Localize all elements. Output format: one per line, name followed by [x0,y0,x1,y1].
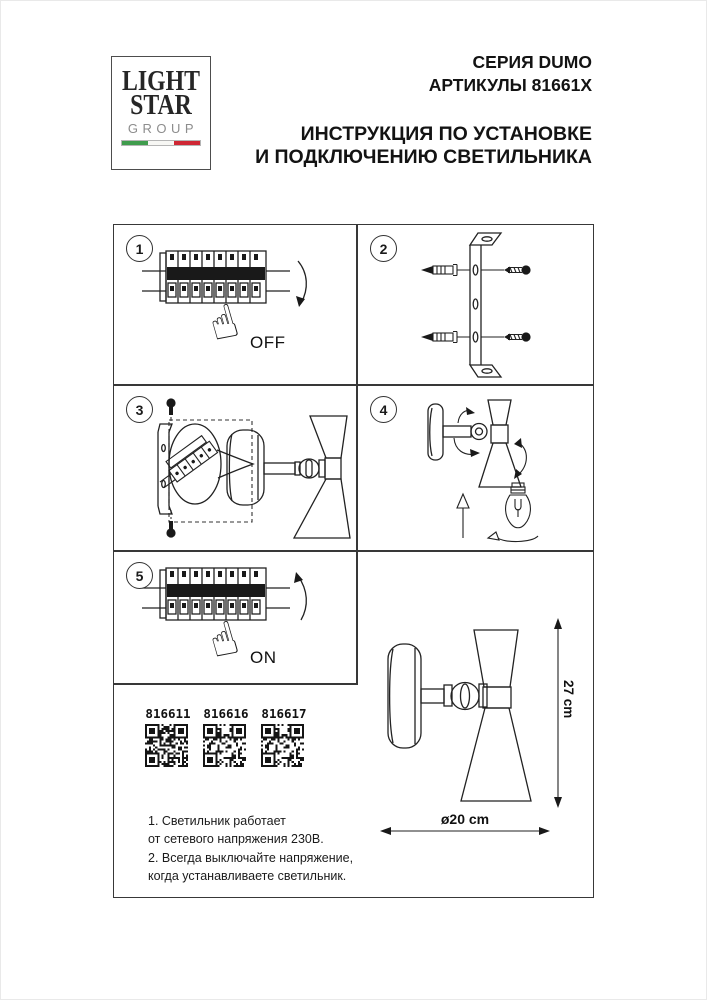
fixture-arm-icon [264,459,325,478]
step-number-badge: 5 [126,562,153,589]
logo-line-light: LIGHT [122,65,200,97]
step-number-badge: 4 [370,396,397,423]
series-block [429,51,592,98]
diameter-dimension-label: ø20 cm [440,811,490,827]
footer-area [114,685,356,899]
power-off-label: OFF [250,333,286,352]
height-dimension-label: 27 cm [561,680,576,719]
safety-notes [148,812,353,885]
installation-grid [113,224,594,898]
flag-red [174,141,200,145]
page-title [255,123,592,170]
logo-line-group: GROUP [127,120,199,136]
step-panel-2 [358,225,595,384]
articles-title: АРТИКУЛЫ 81661X [428,75,592,96]
dimension-drawing [358,552,595,899]
light-bulb-icon [506,483,531,528]
arm-and-knob-icon [421,683,487,710]
step-number-badge: 3 [126,396,153,423]
article-number: 816617 [261,706,307,721]
step-panel-1 [114,225,356,384]
logo-wordmark [121,65,201,122]
step-panel-3 [114,386,356,550]
insert-arrow-icon [457,494,469,538]
terminal-block-zoom-balloon [152,424,253,504]
qr-code [203,724,246,767]
step-number-badge: 2 [370,235,397,262]
qr-code [261,724,304,767]
step-number-badge: 1 [126,235,153,262]
pointing-hand-icon: ☝ [202,609,245,670]
logo-line-star: STAR [130,89,192,122]
diameter-dimension-line [380,827,550,835]
note-line: 2. Всегда выключайте напряжение, [148,850,354,865]
wall-bracket-side-icon [158,424,172,514]
title-line-1: ИНСТРУКЦИЯ ПО УСТАНОВКЕ [300,123,592,145]
qr-code [145,724,188,767]
screw-in-arrow-icon [488,532,538,542]
turn-off-arrow-icon [298,261,306,303]
turn-on-arrow-icon [298,576,306,620]
fixture-dimensions-illustration [358,552,595,899]
series-title: СЕРИЯ DUMO [472,52,592,72]
step-panel-5 [114,552,356,683]
fixture-base-icon [227,430,264,505]
power-on-label: ON [250,648,277,667]
flag-white [148,141,174,145]
lamp-shade-icon [461,630,531,801]
wall-anchor-icon [421,265,470,343]
flag-green [122,141,148,145]
wall-plate-icon [388,644,421,748]
note-line: от сетевого напряжения 230В. [148,832,324,847]
article-number: 816611 [145,706,191,721]
pointing-hand-icon: ☝ [202,292,245,353]
note-line: 1. Светильник работает [148,814,286,828]
title-line-2: И ПОДКЛЮЧЕНИЮ СВЕТИЛЬНИКА [255,146,592,169]
rotate-arrow-icon [454,407,526,479]
step-panel-4 [358,386,595,550]
mounting-screw-icon [481,265,531,341]
article-number: 816616 [203,706,249,721]
italian-flag-icon [121,140,201,146]
note-line: когда устанавливаете светильник. [148,868,347,883]
brand-logo [111,56,211,170]
